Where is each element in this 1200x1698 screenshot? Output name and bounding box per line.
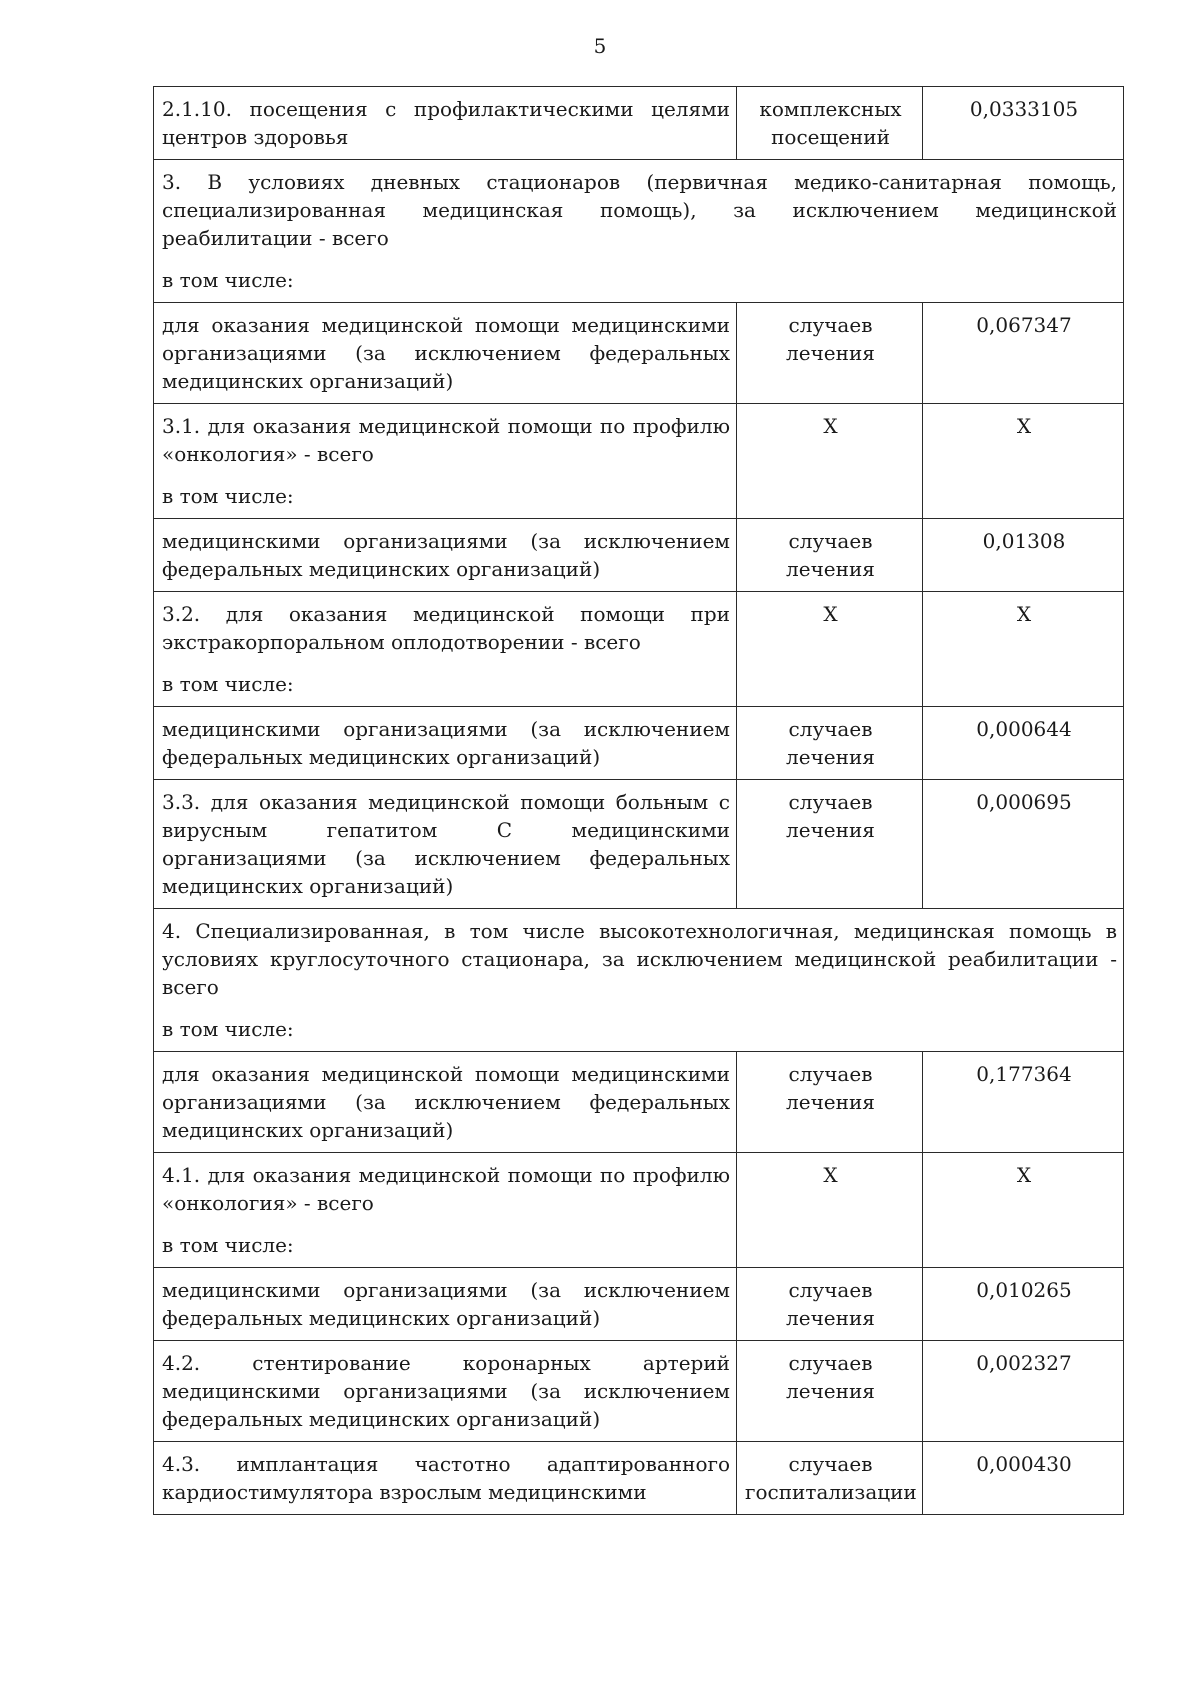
row-description: 4.3. имплантация частотно адаптированного кардиостимулятора взрослым медицинскими xyxy=(154,1442,737,1515)
row-subheading: в том числе: xyxy=(162,1233,294,1257)
row-value: X xyxy=(923,404,1124,519)
row-value: 0,01308 xyxy=(923,519,1124,592)
row-unit: случаев лечения xyxy=(737,303,923,404)
row-description: 4.1. для оказания медицинской помощи по профилю «онкология» - всего xyxy=(162,1163,730,1215)
row-unit: X xyxy=(737,1153,923,1268)
section-heading-cell xyxy=(154,909,1124,1052)
table-row xyxy=(154,1052,1124,1153)
page-number: 5 xyxy=(593,34,607,58)
section-heading: 3. В условиях дневных стационаров (первичная медико-санитарная помощь, специализированная медицинская помощь), за исключением медицинской реабилитации - всего xyxy=(162,170,1117,250)
row-unit: случаев лечения xyxy=(737,1052,923,1153)
table-row xyxy=(154,87,1124,160)
row-value: 0,000430 xyxy=(923,1442,1124,1515)
row-unit: X xyxy=(737,592,923,707)
row-value: 0,067347 xyxy=(923,303,1124,404)
row-unit: X xyxy=(737,404,923,519)
row-description-cell xyxy=(154,1153,737,1268)
table-row xyxy=(154,592,1124,707)
row-unit: случаев госпитализации xyxy=(737,1442,923,1515)
section-heading: 4. Специализированная, в том числе высокотехнологичная, медицинская помощь в условиях круглосуточного стационара, за исключением медицинской реабилитации - всего xyxy=(162,919,1117,999)
section-row xyxy=(154,160,1124,303)
section-heading-cell xyxy=(154,160,1124,303)
table-row xyxy=(154,404,1124,519)
row-description-cell xyxy=(154,592,737,707)
row-description: медицинскими организациями (за исключением федеральных медицинских организаций) xyxy=(154,1268,737,1341)
row-value: 0,177364 xyxy=(923,1052,1124,1153)
table-row xyxy=(154,780,1124,909)
table-row xyxy=(154,1442,1124,1515)
row-description: 2.1.10. посещения с профилактическими целями центров здоровья xyxy=(154,87,737,160)
norms-table xyxy=(153,86,1124,1515)
section-row xyxy=(154,909,1124,1052)
row-description: для оказания медицинской помощи медицинскими организациями (за исключением федеральных медицинских организаций) xyxy=(154,1052,737,1153)
row-description: 3.3. для оказания медицинской помощи больным с вирусным гепатитом С медицинскими организациями (за исключением федеральных медицинских организаций) xyxy=(154,780,737,909)
table-row xyxy=(154,1268,1124,1341)
row-value: X xyxy=(923,592,1124,707)
row-unit: случаев лечения xyxy=(737,1268,923,1341)
row-unit: случаев лечения xyxy=(737,707,923,780)
row-value: 0,010265 xyxy=(923,1268,1124,1341)
table-row xyxy=(154,303,1124,404)
table-row xyxy=(154,707,1124,780)
row-description: медицинскими организациями (за исключением федеральных медицинских организаций) xyxy=(154,707,737,780)
row-unit: случаев лечения xyxy=(737,519,923,592)
row-value: 0,000695 xyxy=(923,780,1124,909)
row-description: медицинскими организациями (за исключением федеральных медицинских организаций) xyxy=(154,519,737,592)
row-value: 0,000644 xyxy=(923,707,1124,780)
table-row xyxy=(154,519,1124,592)
row-description: 4.2. стентирование коронарных артерий медицинскими организациями (за исключением федеральных медицинских организаций) xyxy=(154,1341,737,1442)
row-value: 0,002327 xyxy=(923,1341,1124,1442)
row-value: 0,0333105 xyxy=(923,87,1124,160)
table-row xyxy=(154,1153,1124,1268)
row-description: для оказания медицинской помощи медицинскими организациями (за исключением федеральных медицинских организаций) xyxy=(154,303,737,404)
row-value: X xyxy=(923,1153,1124,1268)
row-unit: случаев лечения xyxy=(737,1341,923,1442)
row-unit: комплексных посещений xyxy=(737,87,923,160)
section-subheading: в том числе: xyxy=(162,268,294,292)
row-description: 3.2. для оказания медицинской помощи при экстракорпоральном оплодотворении - всего xyxy=(162,602,730,654)
row-description-cell xyxy=(154,404,737,519)
row-subheading: в том числе: xyxy=(162,484,294,508)
row-unit: случаев лечения xyxy=(737,780,923,909)
section-subheading: в том числе: xyxy=(162,1017,294,1041)
table-row xyxy=(154,1341,1124,1442)
row-description: 3.1. для оказания медицинской помощи по профилю «онкология» - всего xyxy=(162,414,730,466)
row-subheading: в том числе: xyxy=(162,672,294,696)
